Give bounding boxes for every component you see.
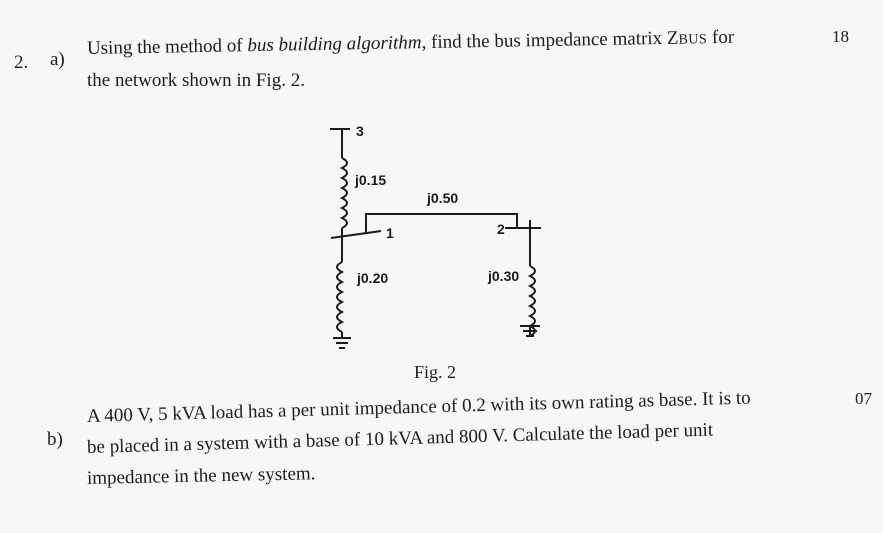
part-a-marks: 18: [832, 27, 849, 46]
bus-3-label: 3: [356, 123, 364, 139]
part-a-line-1-middle: , find the bus impedance matrix Z: [421, 27, 679, 54]
part-a-label: a): [50, 49, 65, 70]
part-a-method-name: bus building algorithm: [247, 32, 422, 57]
part-b-label: b): [47, 429, 63, 450]
part-a-line-2: the network shown in Fig. 2.: [87, 70, 305, 91]
part-b-line-2: be placed in a system with a base of 10 kVA and 800 V. Calculate the load per unit: [86, 419, 714, 458]
part-a-line-1-start: Using the method of: [86, 35, 248, 59]
impedance-j050-label: j0.50: [427, 190, 459, 206]
impedance-j020-label: j0.20: [357, 270, 389, 286]
part-b-line-1: A 400 V, 5 kVA load has a per unit impedance of 0.2 with its own rating as base. It is to: [86, 387, 751, 427]
impedance-j030-label: j0.30: [488, 268, 520, 284]
bus-1-label: 1: [386, 225, 394, 241]
part-b-line-3: impedance in the new system.: [86, 463, 316, 489]
bus-1-bar: [331, 231, 381, 238]
part-a-zbus-subscript: BUS: [678, 32, 708, 48]
part-b-marks: 07: [855, 389, 872, 408]
coil-j015: [342, 158, 347, 228]
impedance-j015-label: j0.15: [355, 172, 387, 188]
bus-2-label: 2: [497, 221, 505, 237]
part-a-line-1-end: for: [707, 26, 735, 49]
coil-j020: [337, 262, 342, 332]
figure-caption: Fig. 2: [414, 362, 457, 382]
question-number: 2.: [14, 52, 29, 73]
